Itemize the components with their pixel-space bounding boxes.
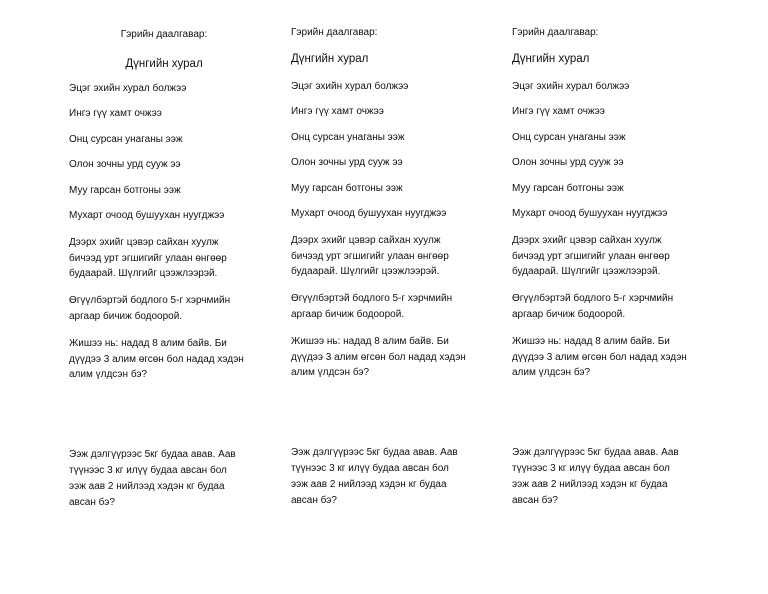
- problem-line: авсан бэ?: [512, 495, 558, 506]
- instruction-line: будаарай. Шүлгийг цээжлээрэй.: [512, 266, 661, 277]
- poem-line: Ингэ гүү хамт очжээ: [512, 106, 605, 117]
- instruction-line: бичээд урт эгшигийг улаан өнгөөр: [69, 253, 227, 264]
- instruction-line: Дээрх эхийг цэвэр сайхан хуулж: [69, 237, 219, 248]
- poem-line: Муу гарсан ботгоны ээж: [69, 185, 181, 196]
- problem-line: ээж аав 2 нийлээд хэдэн кг будаа: [512, 479, 668, 490]
- instruction-line: Дээрх эхийг цэвэр сайхан хуулж: [291, 235, 441, 246]
- poem-line: Эцэг эхийн хурал болжээ: [512, 81, 630, 92]
- instruction-line: аргаар бичиж бодоорой.: [512, 309, 626, 320]
- problem-line: ээж аав 2 нийлээд хэдэн кг будаа: [291, 479, 447, 490]
- problem-line: Ээж дэлгүүрээс 5кг будаа авав. Аав: [69, 449, 236, 460]
- example-line: дүүдээ 3 алим өгсөн бол надад хэдэн: [69, 354, 244, 365]
- poem-title: Дүнгийн хурал: [125, 58, 203, 70]
- example-line: дүүдээ 3 алим өгсөн бол надад хэдэн: [512, 352, 687, 363]
- assignment-header: Гэрийн даалгавар:: [512, 27, 599, 38]
- problem-line: Ээж дэлгүүрээс 5кг будаа авав. Аав: [291, 447, 458, 458]
- example-line: алим үлдсэн бэ?: [291, 367, 370, 378]
- instruction-line: аргаар бичиж бодоорой.: [291, 309, 405, 320]
- instruction-line: Өгүүлбэртэй бодлого 5-г хэрчмийн: [512, 293, 674, 304]
- poem-line: Олон зочны урд сууж ээ: [291, 157, 403, 168]
- poem-line: Эцэг эхийн хурал болжээ: [291, 81, 409, 92]
- problem-line: түүнээс 3 кг илүү будаа авсан бол: [69, 465, 227, 476]
- instruction-line: будаарай. Шүлгийг цээжлээрэй.: [291, 266, 440, 277]
- poem-title: Дүнгийн хурал: [291, 53, 369, 65]
- problem-line: түүнээс 3 кг илүү будаа авсан бол: [291, 463, 449, 474]
- poem-line: Ингэ гүү хамт очжээ: [291, 106, 384, 117]
- example-line: алим үлдсэн бэ?: [69, 369, 148, 380]
- poem-line: Онц сурсан унаганы ээж: [69, 134, 183, 145]
- example-line: Жишээ нь: надад 8 алим байв. Би: [512, 336, 670, 347]
- poem-line: Муу гарсан ботгоны ээж: [512, 183, 624, 194]
- instruction-line: Өгүүлбэртэй бодлого 5-г хэрчмийн: [291, 293, 453, 304]
- poem-line: Эцэг эхийн хурал болжээ: [69, 83, 187, 94]
- instruction-line: Дээрх эхийг цэвэр сайхан хуулж: [512, 235, 662, 246]
- assignment-header: Гэрийн даалгавар:: [291, 27, 378, 38]
- example-line: Жишээ нь: надад 8 алим байв. Би: [69, 338, 227, 349]
- poem-line: Мухарт очоод бушуухан нуугджээ: [291, 208, 447, 219]
- poem-line: Олон зочны урд сууж ээ: [69, 159, 181, 170]
- poem-line: Муу гарсан ботгоны ээж: [291, 183, 403, 194]
- poem-line: Онц сурсан унаганы ээж: [512, 132, 626, 143]
- example-line: алим үлдсэн бэ?: [512, 367, 591, 378]
- instruction-line: аргаар бичиж бодоорой.: [69, 311, 183, 322]
- poem-line: Мухарт очоод бушуухан нуугджээ: [69, 210, 225, 221]
- problem-line: авсан бэ?: [69, 497, 115, 508]
- poem-line: Мухарт очоод бушуухан нуугджээ: [512, 208, 668, 219]
- assignment-header: Гэрийн даалгавар:: [120, 29, 208, 40]
- instruction-line: будаарай. Шүлгийг цээжлээрэй.: [69, 268, 218, 279]
- example-line: Жишээ нь: надад 8 алим байв. Би: [291, 336, 449, 347]
- instruction-line: бичээд урт эгшигийг улаан өнгөөр: [512, 251, 670, 262]
- problem-line: авсан бэ?: [291, 495, 337, 506]
- problem-line: Ээж дэлгүүрээс 5кг будаа авав. Аав: [512, 447, 679, 458]
- example-line: дүүдээ 3 алим өгсөн бол надад хэдэн: [291, 352, 466, 363]
- problem-line: ээж аав 2 нийлээд хэдэн кг будаа: [69, 481, 225, 492]
- problem-line: түүнээс 3 кг илүү будаа авсан бол: [512, 463, 670, 474]
- poem-line: Олон зочны урд сууж ээ: [512, 157, 624, 168]
- poem-line: Ингэ гүү хамт очжээ: [69, 108, 162, 119]
- poem-title: Дүнгийн хурал: [512, 53, 590, 65]
- instruction-line: бичээд урт эгшигийг улаан өнгөөр: [291, 251, 449, 262]
- poem-line: Онц сурсан унаганы ээж: [291, 132, 405, 143]
- instruction-line: Өгүүлбэртэй бодлого 5-г хэрчмийн: [69, 295, 231, 306]
